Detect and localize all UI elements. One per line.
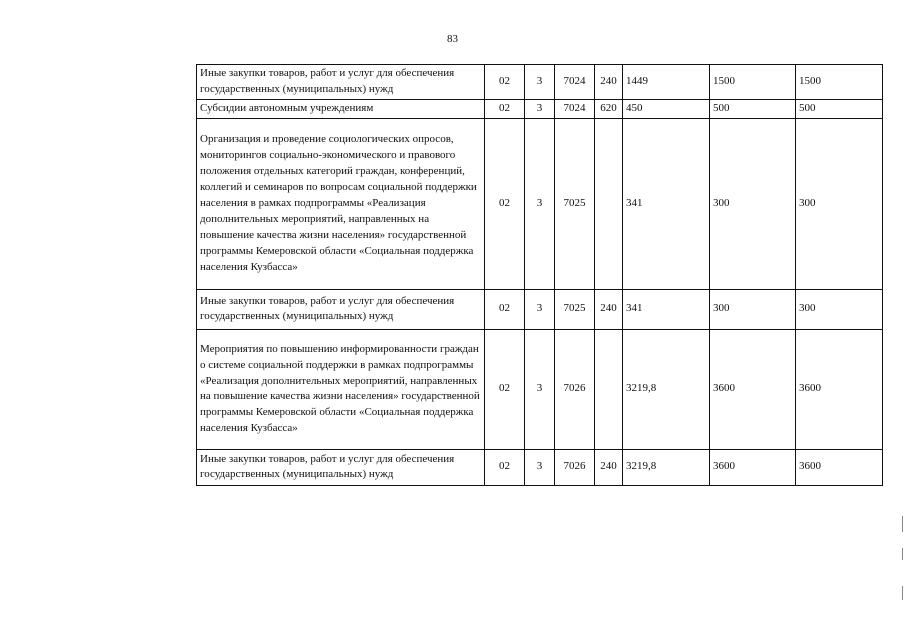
table-row: [197, 329, 883, 449]
row-section: 02: [485, 329, 525, 449]
row-subprogram: 3: [525, 449, 555, 485]
row-code: 7026: [555, 329, 595, 449]
row-subprogram: 3: [525, 289, 555, 329]
row-section: 02: [485, 100, 525, 119]
row-subprogram: 3: [525, 100, 555, 119]
row-value-1: 341: [623, 289, 710, 329]
table-row: [197, 449, 883, 485]
row-section: 02: [485, 289, 525, 329]
row-section: 02: [485, 65, 525, 100]
row-section: 02: [485, 449, 525, 485]
scan-edge-mark: [902, 548, 903, 560]
row-value-3: 1500: [796, 65, 883, 100]
row-name: Иные закупки товаров, работ и услуг для обеспечения государственных (муниципальных) нужд: [197, 449, 485, 485]
row-value-1: 3219,8: [623, 449, 710, 485]
row-name: Иные закупки товаров, работ и услуг для обеспечения государственных (муниципальных) нужд: [197, 289, 485, 329]
row-value-1: 450: [623, 100, 710, 119]
row-type: [595, 118, 623, 289]
scan-edge-mark: [902, 586, 903, 600]
row-value-2: 300: [710, 118, 796, 289]
row-code: 7024: [555, 65, 595, 100]
row-code: 7025: [555, 118, 595, 289]
row-type: 240: [595, 449, 623, 485]
row-value-1: 1449: [623, 65, 710, 100]
row-value-2: 300: [710, 289, 796, 329]
row-type: 240: [595, 65, 623, 100]
row-subprogram: 3: [525, 65, 555, 100]
row-value-2: 3600: [710, 449, 796, 485]
scan-edge-mark: [902, 516, 903, 532]
table-row: [197, 100, 883, 119]
row-code: 7024: [555, 100, 595, 119]
row-name: Организация и проведение социологических опросов, мониторингов социально-экономического и правового положения отдельных категорий граждан, конференций, коллегий и семинаров по вопросам социальной поддержки населения в рамках подпрограммы «Реализация дополнительных мероприятий, направленных на повышение качества жизни населения» государственной программы Кемеровской области «Социальная поддержка населения Кузбасса»: [197, 118, 485, 289]
row-name: Субсидии автономным учреждениям: [197, 100, 485, 119]
row-value-3: 300: [796, 118, 883, 289]
table-row: [197, 289, 883, 329]
row-value-3: 300: [796, 289, 883, 329]
row-value-3: 3600: [796, 329, 883, 449]
row-type: [595, 329, 623, 449]
row-type: 240: [595, 289, 623, 329]
page-number: 83: [447, 33, 458, 45]
row-value-2: 3600: [710, 329, 796, 449]
row-type: 620: [595, 100, 623, 119]
row-section: 02: [485, 118, 525, 289]
row-value-3: 3600: [796, 449, 883, 485]
row-value-1: 341: [623, 118, 710, 289]
row-name: Иные закупки товаров, работ и услуг для обеспечения государственных (муниципальных) нужд: [197, 65, 485, 100]
row-code: 7026: [555, 449, 595, 485]
row-name: Мероприятия по повышению информированности граждан о системе социальной поддержки в рамках подпрограммы «Реализация дополнительных мероприятий, направленных на повышение качества жизни населения» государственной программы Кемеровской области «Социальная поддержка населения Кузбасса»: [197, 329, 485, 449]
row-value-3: 500: [796, 100, 883, 119]
row-code: 7025: [555, 289, 595, 329]
budget-table: [196, 64, 883, 486]
table-row: [197, 65, 883, 100]
row-value-2: 1500: [710, 65, 796, 100]
row-value-1: 3219,8: [623, 329, 710, 449]
row-subprogram: 3: [525, 118, 555, 289]
row-subprogram: 3: [525, 329, 555, 449]
table-row: [197, 118, 883, 289]
row-value-2: 500: [710, 100, 796, 119]
